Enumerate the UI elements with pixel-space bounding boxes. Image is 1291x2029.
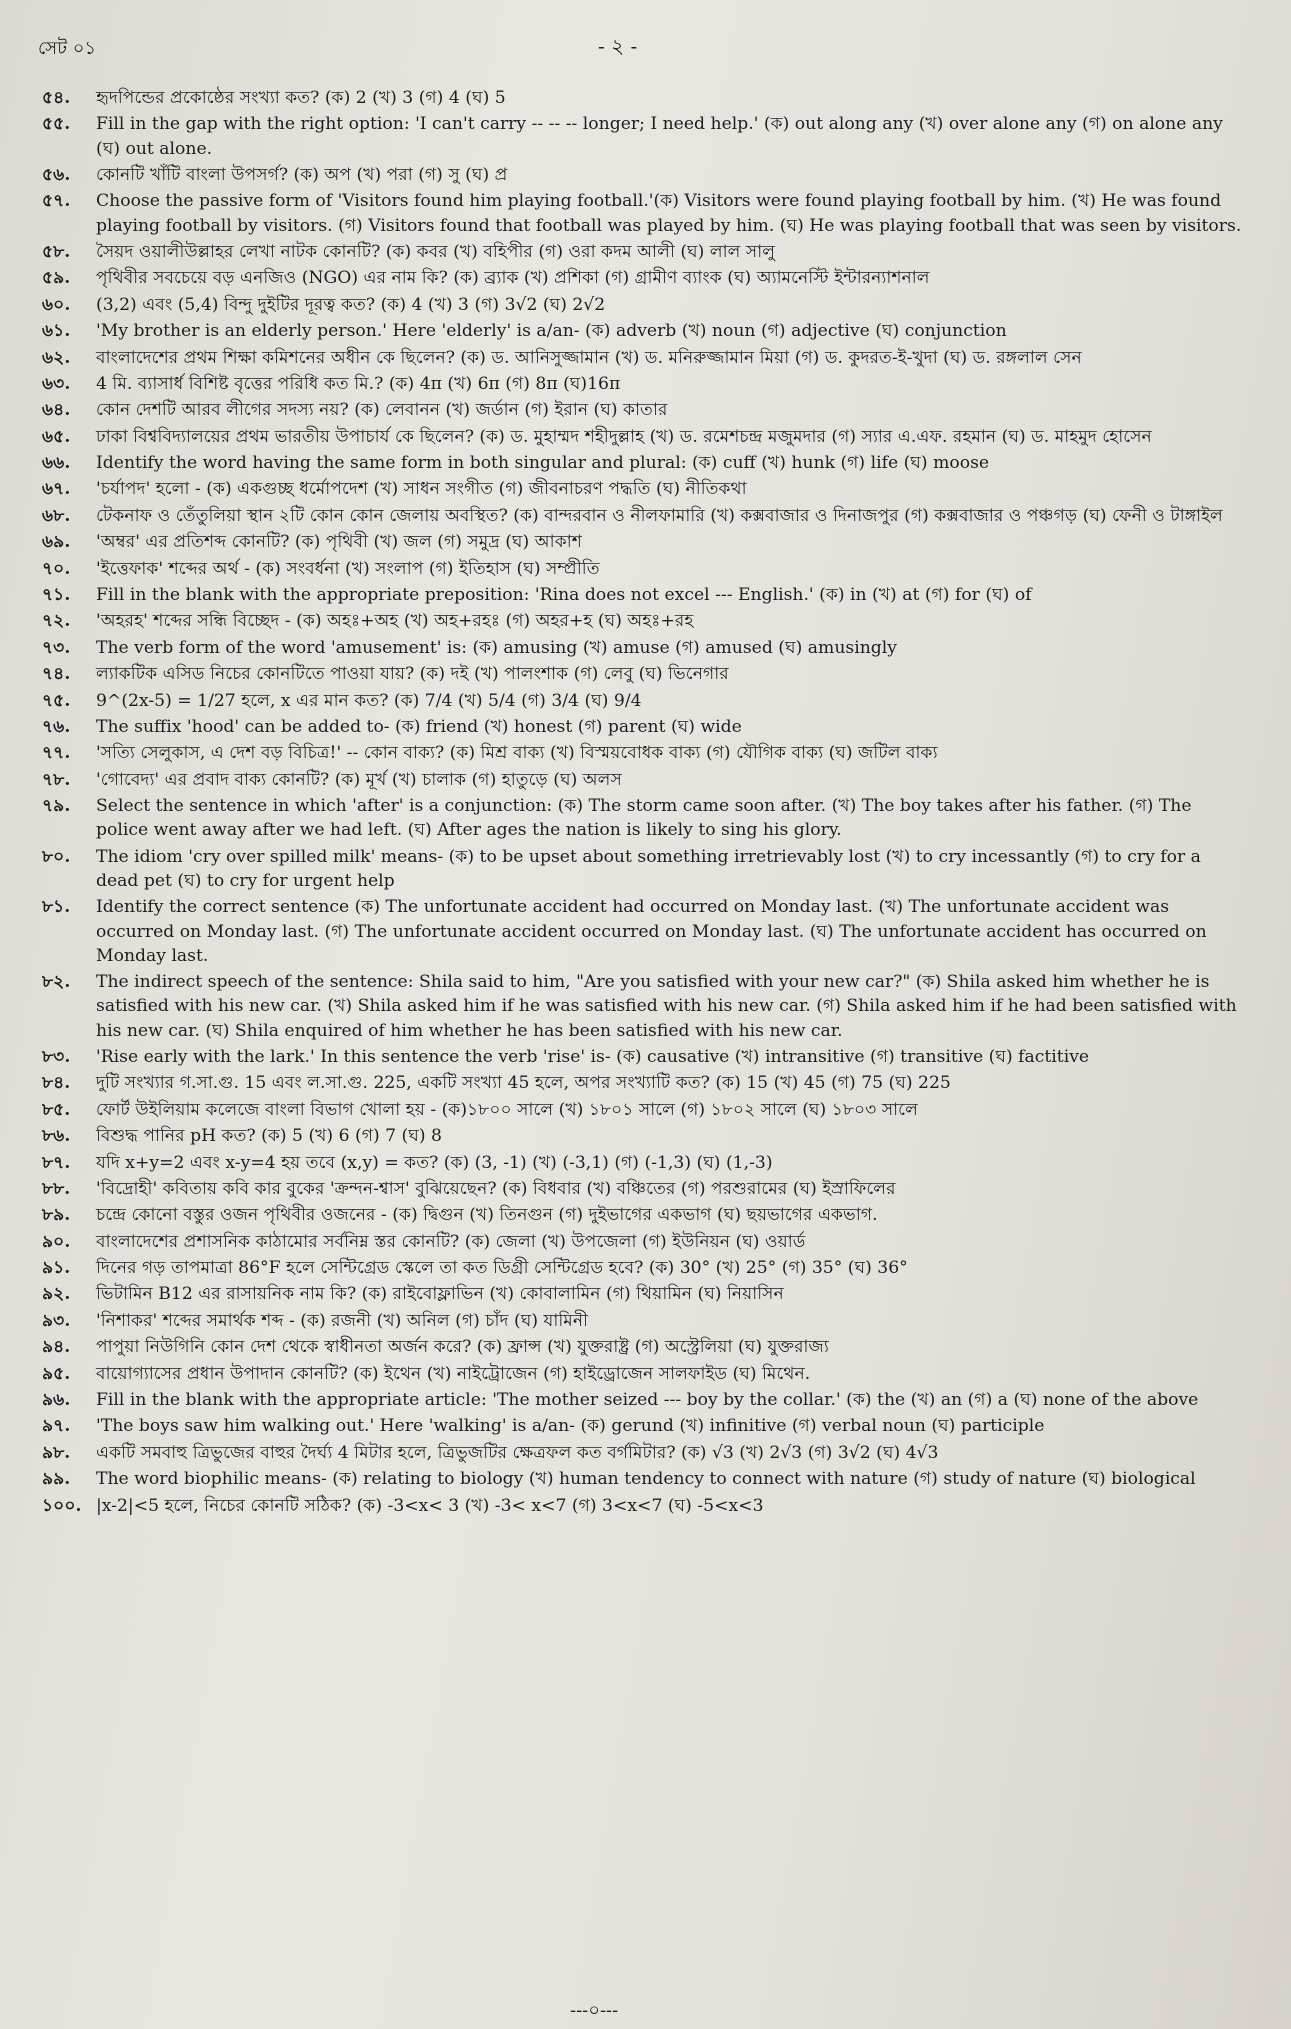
question-item — [42, 319, 1247, 343]
question-item — [42, 451, 1247, 475]
question-text: বাংলাদেশের প্রথম শিক্ষা কমিশনের অধীন কে ছিলেন? (ক) ড. আনিসুজ্জামান (খ) ড. মনিরুজ্জামান মিয়া (গ) ড. কুদরত-ই-খুদা (ঘ) ড. রঙ্গলাল সেন — [96, 347, 1082, 368]
question-text: (3,2) এবং (5,4) বিন্দু দুইটির দূরত্ব কত? (ক) 4 (খ) 3 (গ) 3√2 (ঘ) 2√2 — [96, 294, 606, 315]
question-text: The indirect speech of the sentence: Shila said to him, "Are you satisfied with your new car?" (ক) Shila asked him whether he is satisfied with his new car. (খ) Shila asked him if he was satisfied with his new car. (গ) Shila asked him if he had been satisfied with his new car. (ঘ) Shila enquired of him whether he has been satisfied with his new car. — [96, 972, 1237, 1041]
question-item — [42, 845, 1247, 893]
question-item — [42, 1362, 1247, 1386]
question-item — [42, 1282, 1247, 1306]
question-text: 4 মি. ব্যাসার্ধ বিশিষ্ট বৃত্তের পরিধি কত মি.? (ক) 4π (খ) 6π (গ) 8π (ঘ)16π — [96, 373, 621, 394]
question-number: ৬৬. — [42, 453, 71, 474]
question-text: যদি x+y=2 এবং x-y=4 হয় তবে (x,y) = কত? (ক) (3, -1) (খ) (-3,1) (গ) (-1,3) (ঘ) (1,-3) — [96, 1152, 773, 1173]
question-text: 'চর্যাপদ' হলো - (ক) একগুচ্ছ ধর্মোপদেশ (খ) সাধন সংগীত (গ) জীবনাচরণ পদ্ধতি (ঘ) নীতিকথা — [96, 479, 747, 500]
question-number: ৯৬. — [42, 1390, 71, 1411]
question-text: 'অম্বর' এর প্রতিশব্দ কোনটি? (ক) পৃথিবী (খ) জল (গ) সমুদ্র (ঘ) আকাশ — [96, 532, 582, 553]
question-item — [42, 1467, 1247, 1491]
question-number: ৬৯. — [42, 532, 71, 553]
question-number: ৯৯. — [42, 1469, 71, 1490]
question-number: ৭৯. — [42, 796, 71, 817]
question-text: Choose the passive form of 'Visitors found him playing football.'(ক) Visitors were found playing football by him. (খ) He was found playing football by visitors. (গ) Visitors found that football was played by him. (ঘ) He was playing football that was seen by visitors. — [96, 191, 1242, 236]
question-number: ৯৩. — [42, 1310, 71, 1331]
question-text: |x-2|<5 হলে, নিচের কোনটি সঠিক? (ক) -3<x< 3 (খ) -3< x<7 (গ) 3<x<7 (ঘ) -5<x<3 — [96, 1495, 764, 1516]
question-text: Identify the word having the same form in both singular and plural: (ক) cuff (খ) hunk (গ) life (ঘ) moose — [96, 453, 990, 474]
question-item — [42, 163, 1247, 187]
question-number: ৫৯. — [42, 268, 71, 289]
question-item — [42, 504, 1247, 528]
question-number: ৮২. — [42, 972, 71, 993]
question-text: 'নিশাকর' শব্দের সমার্থক শব্দ - (ক) রজনী (খ) অনিল (গ) চাঁদ (ঘ) যামিনী — [96, 1310, 589, 1331]
question-item — [42, 689, 1247, 713]
question-number: ৯৫. — [42, 1363, 71, 1384]
question-item — [42, 557, 1247, 581]
question-number: ৮৭. — [42, 1152, 71, 1173]
question-text: দিনের গড় তাপমাত্রা 86°F হলে সেন্টিগ্রেড স্কেলে তা কত ডিগ্রী সেন্টিগ্রেড হবে? (ক) 30° (খ) 25° (গ) 35° (ঘ) 36° — [96, 1258, 908, 1279]
question-text: 'গোবেদ্য' এর প্রবাদ বাক্য কোনটি? (ক) মূর্খ (খ) চালাক (গ) হাতুড়ে (ঘ) অলস — [96, 769, 622, 790]
question-number: ৫৪. — [42, 88, 71, 108]
question-item — [42, 1309, 1247, 1333]
question-item — [42, 1494, 1247, 1518]
question-item — [42, 768, 1247, 792]
question-item — [42, 1230, 1247, 1254]
question-item — [42, 1203, 1247, 1227]
question-number: ৫৫. — [42, 114, 71, 135]
question-text: চন্দ্রে কোনো বস্তুর ওজন পৃথিবীর ওজনের - (ক) দ্বিগুন (খ) তিনগুন (গ) দুইভাগের একভাগ (ঘ) ছয়ভাগের একভাগ. — [96, 1205, 878, 1226]
question-text: টেকনাফ ও তেঁতুলিয়া স্থান ২টি কোন কোন জেলায় অবস্থিত? (ক) বান্দরবান ও নীলফামারি (খ) কক্সবাজার ও দিনাজপুর (গ) কক্সবাজার ও পঞ্চগড় (ঘ) ফেনী ও টাঙ্গাইল — [96, 505, 1223, 526]
question-text: দুটি সংখ্যার গ.সা.গু. 15 এবং ল.সা.গু. 225, একটি সংখ্যা 45 হলে, অপর সংখ্যাটি কত? (ক) 15 (খ) 45 (গ) 75 (ঘ) 225 — [96, 1073, 951, 1094]
question-number: ৯৮. — [42, 1442, 71, 1463]
question-text: The word biophilic means- (ক) relating to biology (খ) human tendency to connect with nature (গ) study of nature (ঘ) biological — [96, 1469, 1196, 1490]
question-item — [42, 895, 1247, 968]
question-number: ৭০. — [42, 558, 71, 579]
question-item — [42, 240, 1247, 264]
question-item — [42, 477, 1247, 501]
question-text: Select the sentence in which 'after' is a conjunction: (ক) The storm came soon after. (খ) The boy takes after his father. (গ) The police went away after we had left. (ঘ) After ages the nation is likely to sing his glory. — [96, 796, 1192, 841]
question-list — [42, 86, 1247, 1520]
question-item — [42, 1045, 1247, 1069]
question-text: Identify the correct sentence (ক) The unfortunate accident had occurred on Monday last. (খ) The unfortunate accident was occurred on Monday last. (গ) The unfortunate accident occurred on Monday last. (ঘ) The unfortunate accident has occurred on Monday last. — [96, 897, 1207, 966]
question-number: ৮৩. — [42, 1046, 71, 1067]
question-text: বাংলাদেশের প্রশাসনিক কাঠামোর সর্বনিম্ন স্তর কোনটি? (ক) জেলা (খ) উপজেলা (গ) ইউনিয়ন (ঘ) ওয়ার্ড — [96, 1231, 806, 1252]
question-item — [42, 1124, 1247, 1148]
question-number: ১০০. — [42, 1495, 82, 1516]
question-text: ফোর্ট উইলিয়াম কলেজে বাংলা বিভাগ খোলা হয় - (ক)১৮০০ সালে (খ) ১৮০১ সালে (গ) ১৮০২ সালে (ঘ) ১৮০৩ সালে — [96, 1099, 918, 1120]
question-item — [42, 1441, 1247, 1465]
question-item — [42, 530, 1247, 554]
question-text: পাপুয়া নিউগিনি কোন দেশ থেকে স্বাধীনতা অর্জন করে? (ক) ফ্রান্স (খ) যুক্তরাষ্ট্র (গ) অস্ট্রেলিয়া (ঘ) যুক্তরাজ্য — [96, 1337, 829, 1358]
question-item — [42, 1071, 1247, 1095]
question-number: ৫৭. — [42, 191, 71, 212]
question-item — [42, 1151, 1247, 1175]
end-mark: ---০--- — [570, 2000, 619, 2021]
question-number: ৭৭. — [42, 743, 71, 764]
question-item — [42, 266, 1247, 290]
question-number: ৮৮. — [42, 1178, 71, 1199]
question-item — [42, 741, 1247, 765]
question-item — [42, 1256, 1247, 1280]
question-item — [42, 1335, 1247, 1359]
question-text: 'My brother is an elderly person.' Here 'elderly' is a/an- (ক) adverb (খ) noun (গ) adjective (ঘ) conjunction — [96, 321, 1007, 342]
question-number: ৭৬. — [42, 717, 71, 737]
question-item — [42, 398, 1247, 422]
question-number: ৬৮. — [42, 505, 71, 526]
question-text: The idiom 'cry over spilled milk' means- (ক) to be upset about something irretrievably lost (খ) to cry incessantly (গ) to cry for a dead pet (ঘ) to cry for urgent help — [96, 846, 1201, 891]
question-text: 'ইত্তেফাক' শব্দের অর্থ - (ক) সংবর্ধনা (খ) সংলাপ (গ) ইতিহাস (ঘ) সম্প্রীতি — [96, 558, 600, 579]
question-number: ৮১. — [42, 897, 71, 918]
question-number: ৫৬. — [42, 164, 71, 185]
question-number: ৭৮. — [42, 769, 71, 790]
question-number: ৭১. — [42, 585, 71, 606]
question-number: ৮৬. — [42, 1126, 71, 1147]
question-number: ৬০. — [42, 294, 71, 315]
question-item — [42, 425, 1247, 449]
page-header — [38, 30, 1258, 60]
question-item — [42, 970, 1247, 1043]
question-number: ৬১. — [42, 321, 71, 342]
question-item — [42, 662, 1247, 686]
question-number: ৯০. — [42, 1231, 71, 1252]
question-text: 9^(2x-5) = 1/27 হলে, x এর মান কত? (ক) 7/4 (খ) 5/4 (গ) 3/4 (ঘ) 9/4 — [96, 690, 642, 711]
question-text: কোনটি খাঁটি বাংলা উপসর্গ? (ক) অপ (খ) পরা (গ) সু (ঘ) প্র — [96, 164, 508, 185]
question-item — [42, 112, 1247, 160]
question-number: ৭৫. — [42, 690, 71, 711]
question-item — [42, 715, 1247, 739]
question-text: 'অহরহ' শব্দের সন্ধি বিচ্ছেদ - (ক) অহঃ+অহ (খ) অহ+রহঃ (গ) অহর+হ (ঘ) অহঃ+রহ — [96, 611, 694, 632]
question-number: ৬৫. — [42, 426, 71, 447]
question-number: ৬৩. — [42, 373, 71, 394]
question-number: ৮৯. — [42, 1205, 71, 1226]
question-item — [42, 372, 1247, 396]
question-number: ৫৮. — [42, 241, 71, 262]
question-number: ৮৪. — [42, 1073, 71, 1094]
question-number: ৮৫. — [42, 1099, 71, 1120]
question-text: Fill in the gap with the right option: 'I can't carry -- -- -- longer; I need help.' (ক) out along any (খ) over alone any (গ) on alone any (ঘ) out alone. — [96, 114, 1223, 159]
question-text: 'বিদ্রোহী' কবিতায় কবি কার বুকের 'ক্রন্দন-শ্বাস' বুঝিয়েছেন? (ক) বিধবার (খ) বঞ্চিতের (গ) পরশুরামের (ঘ) ইস্রাফিলের — [96, 1178, 896, 1199]
question-text: বিশুদ্ধ পানির pH কত? (ক) 5 (খ) 6 (গ) 7 (ঘ) 8 — [96, 1126, 442, 1147]
question-number: ৭৩. — [42, 637, 71, 658]
question-text: Fill in the blank with the appropriate article: 'The mother seized --- boy by the collar.' (ক) the (খ) an (গ) a (ঘ) none of the above — [96, 1390, 1199, 1411]
question-text: সৈয়দ ওয়ালীউল্লাহর লেখা নাটক কোনটি? (ক) কবর (খ) বহিপীর (গ) ওরা কদম আলী (ঘ) লাল সালু — [96, 241, 776, 262]
question-number: ৭২. — [42, 611, 71, 632]
question-text: The verb form of the word 'amusement' is: (ক) amusing (খ) amuse (গ) amused (ঘ) amusingly — [96, 637, 897, 658]
question-text: 'Rise early with the lark.' In this sentence the verb 'rise' is- (ক) causative (খ) intransitive (গ) transitive (ঘ) factitive — [96, 1046, 1090, 1067]
question-text: 'The boys saw him walking out.' Here 'walking' is a/an- (ক) gerund (খ) infinitive (গ) verbal noun (ঘ) participle — [96, 1416, 1045, 1437]
question-text: 'সত্যি সেলুকাস, এ দেশ বড় বিচিত্র!' -- কোন বাক্য? (ক) মিশ্র বাক্য (খ) বিস্ময়বোধক বাক্য (গ) যৌগিক বাক্য (ঘ) জটিল বাক্য — [96, 743, 938, 764]
question-number: ৭৪. — [42, 664, 71, 685]
question-number: ৬২. — [42, 347, 71, 368]
question-item — [42, 1098, 1247, 1122]
question-number: ৯২. — [42, 1284, 71, 1305]
question-item — [42, 609, 1247, 633]
question-text: বায়োগ্যাসের প্রধান উপাদান কোনটি? (ক) ইথেন (খ) নাইট্রোজেন (গ) হাইড্রোজেন সালফাইড (ঘ) মিথেন. — [96, 1363, 811, 1384]
question-item — [42, 293, 1247, 317]
question-text: একটি সমবাহু ত্রিভুজের বাহুর দৈর্ঘ্য 4 মিটার হলে, ত্রিভুজটির ক্ষেত্রফল কত বর্গমিটার? (ক) √3 (খ) 2√3 (গ) 3√2 (ঘ) 4√3 — [96, 1442, 939, 1463]
question-number: ৬৭. — [42, 479, 71, 500]
question-item — [42, 1388, 1247, 1412]
question-number: ৯৭. — [42, 1416, 71, 1437]
question-item — [42, 636, 1247, 660]
question-text: ল্যাকটিক এসিড নিচের কোনটিতে পাওয়া যায়? (ক) দই (খ) পালংশাক (গ) লেবু (ঘ) ভিনেগার — [96, 664, 729, 685]
question-item — [42, 189, 1247, 237]
question-number: ৮০. — [42, 846, 71, 867]
question-item — [42, 346, 1247, 370]
question-text: পৃথিবীর সবচেয়ে বড় এনজিও (NGO) এর নাম কি? (ক) ব্র্যাক (খ) প্রশিকা (গ) গ্রামীণ ব্যাংক (ঘ) অ্যামনেস্টি ইন্টারন্যাশনাল — [96, 268, 930, 289]
set-label: সেট ০১ — [38, 38, 97, 59]
question-text: The suffix 'hood' can be added to- (ক) friend (খ) honest (গ) parent (ঘ) wide — [96, 717, 742, 737]
page-number: - ২ - — [598, 34, 638, 58]
question-text: ঢাকা বিশ্ববিদ্যালয়ের প্রথম ভারতীয় উপাচার্য কে ছিলেন? (ক) ড. মুহাম্মদ শহীদুল্লাহ (খ) ড. রমেশচন্দ্র মজুমদার (গ) স্যার এ.এফ. রহমান (ঘ) ড. মাহমুদ হোসেন — [96, 426, 1152, 447]
question-item — [42, 583, 1247, 607]
question-item — [42, 794, 1247, 842]
question-item — [42, 1414, 1247, 1438]
question-text: হৃদপিন্ডের প্রকোষ্ঠের সংখ্যা কত? (ক) 2 (খ) 3 (গ) 4 (ঘ) 5 — [96, 88, 506, 108]
question-number: ৬৪. — [42, 400, 71, 421]
question-text: Fill in the blank with the appropriate preposition: 'Rina does not excel --- English.' (ক) in (খ) at (গ) for (ঘ) of — [96, 585, 1032, 606]
question-item — [42, 86, 1247, 110]
question-number: ৯৪. — [42, 1337, 71, 1358]
question-text: কোন দেশটি আরব লীগের সদস্য নয়? (ক) লেবানন (খ) জর্ডান (গ) ইরান (ঘ) কাতার — [96, 400, 668, 421]
question-text: ভিটামিন B12 এর রাসায়নিক নাম কি? (ক) রাইবোফ্লাভিন (খ) কোবালামিন (গ) থিয়ামিন (ঘ) নিয়াসিন — [96, 1284, 784, 1305]
question-number: ৯১. — [42, 1258, 71, 1279]
question-item — [42, 1177, 1247, 1201]
